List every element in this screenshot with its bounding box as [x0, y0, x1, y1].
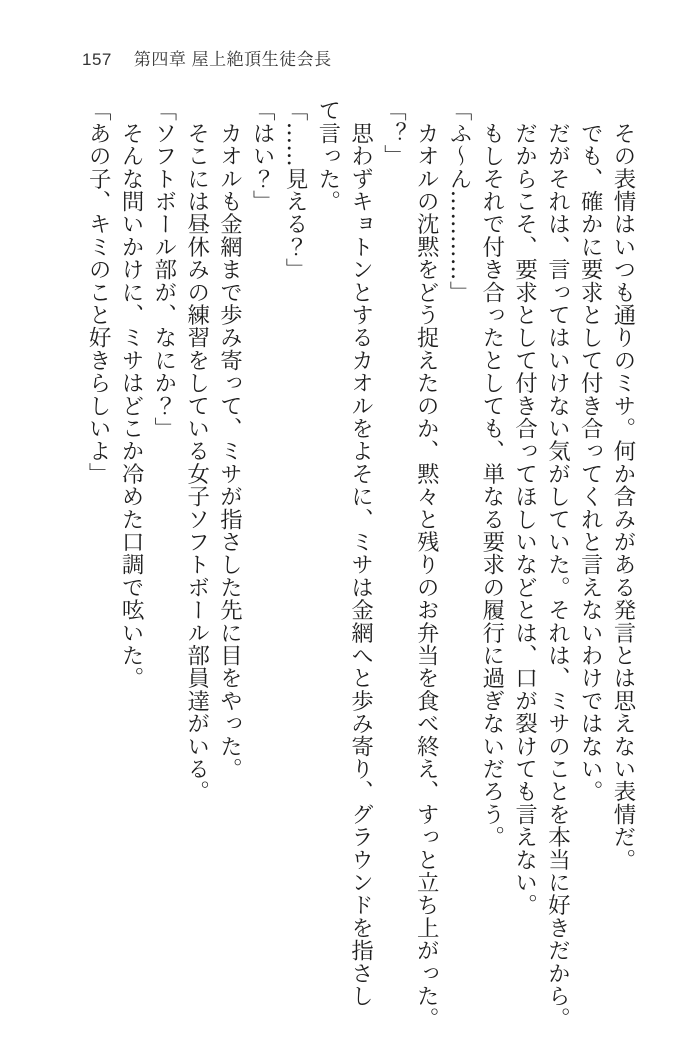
- body-line-3: だがそれは、言ってはいけない気がしていた。それは、ミサのことを本当に好きだから。: [544, 99, 571, 1030]
- body-text-block: [81, 99, 639, 1031]
- body-line-12: 「はい？」: [249, 99, 276, 213]
- body-line-7: カオルの沈黙をどう捉えたのか、黙々と残りのお弁当を食べ終え、すっと立ち上がった。: [413, 99, 440, 1030]
- body-line-16: そんな問いかけに、ミサはどこか冷めた口調で呟いた。: [118, 99, 145, 690]
- page-number: 157: [82, 50, 112, 69]
- body-line-15: 「ソフトボール部が、なにか？」: [150, 99, 177, 440]
- body-line-6: 「ふ〜ん…………」: [446, 99, 473, 304]
- body-line-13: カオルも金網まで歩み寄って、ミサが指さした先に目をやった。: [216, 99, 243, 780]
- body-line-4: だからこそ、要求として付き合ってほしいなどとは、口が裂けても言えない。: [511, 99, 538, 917]
- body-line-5: もしそれで付き合ったとしても、単なる要求の履行に過ぎないだろう。: [478, 99, 505, 849]
- chapter-title: 第四章 屋上絶頂生徒会長: [133, 50, 332, 69]
- body-line-14: そこには昼休みの練習をしている女子ソフトボール部員達がいる。: [183, 99, 210, 803]
- body-line-1: その表情はいつも通りのミサ。何か含みがある発言とは思えない表情だ。: [610, 99, 636, 871]
- body-line-9: 思わずキョトンとするカオルをよそに、ミサは金網へと歩み寄り、グラウンドを指さし: [347, 99, 374, 1007]
- body-line-10: て言った。: [314, 99, 341, 213]
- body-line-17: 「あの子、キミのこと好きらしいよ」: [85, 99, 112, 485]
- body-line-8: 「？」: [380, 99, 407, 168]
- body-line-11: 「……見える？」: [282, 99, 309, 281]
- running-header: [82, 45, 332, 70]
- body-line-2: でも、確かに要求として付き合ってくれと言えないわけではない。: [577, 99, 604, 803]
